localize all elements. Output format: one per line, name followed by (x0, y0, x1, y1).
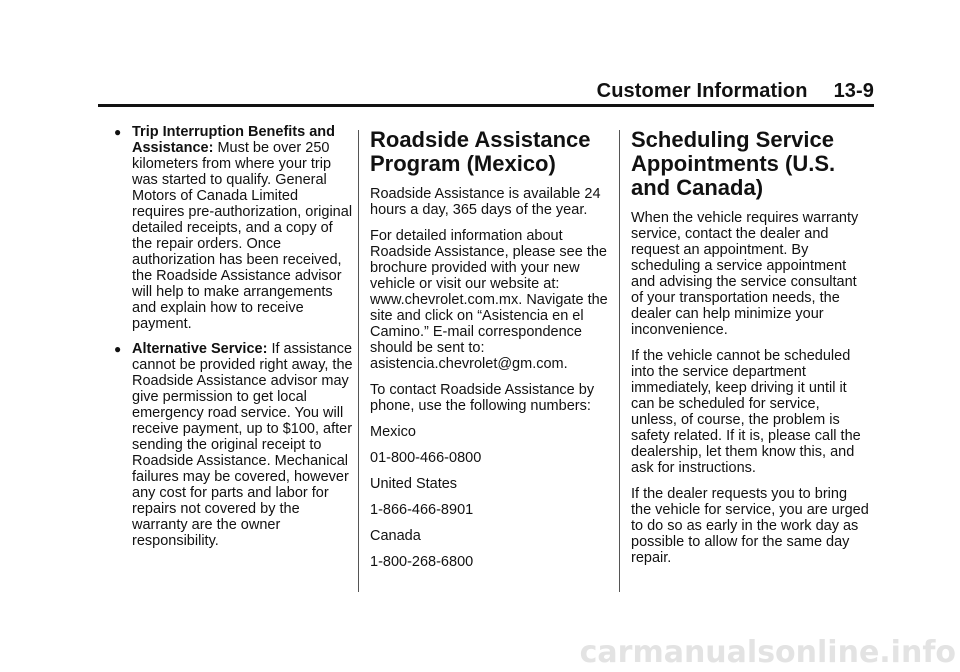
paragraph: If the dealer requests you to bring the vehicle for service, you are urged to do so as early in the work day as possible to allow for the same day repair. (631, 486, 869, 566)
country-label: Mexico (370, 424, 416, 440)
phone-number: 1-800-268-6800 (370, 554, 474, 570)
phone-number: 1-866-466-8901 (370, 502, 474, 518)
bullet-text: Must be over 250 kilometers from where your trip was started to qualify. General Motors of Canada Limited requires pre-authorization, original detailed receipts, and a copy of the repair orders. Once authorization has been received, the Roadside Assistance advisor will help to make arrangements and explain how to receive payment. (132, 140, 353, 332)
section-heading: Scheduling Service Appointments (U.S. and Canada) (631, 127, 836, 200)
column-left (110, 124, 354, 558)
bullet-label: Alternative Service: (132, 341, 268, 357)
bullet-label: Trip Interruption Benefits and Assistance: (132, 124, 336, 156)
paragraph: If the vehicle cannot be scheduled into the service department immediately, keep driving it until it can be scheduled for service, unless, of course, the problem is safety related. If it is, please call the dealership, let them know this, and ask for instructions. (631, 348, 861, 476)
column-divider-1 (358, 130, 359, 592)
section-title: Customer Information (596, 80, 808, 102)
bullet-icon: ● (114, 342, 122, 356)
page-number: 13-9 (833, 80, 874, 102)
column-middle (370, 124, 610, 580)
page-header (597, 80, 874, 103)
bullet-text: If assistance cannot be provided right away, the Roadside Assistance advisor may give permission to get local emergency road service. You will receive payment, up to $100, after sending the original receipt to Roadside Assistance. Mechanical failures may be covered, however any cost for parts and labor for repairs not covered by the warranty are the owner responsibility. (132, 341, 353, 549)
header-rule (98, 104, 874, 107)
section-heading: Roadside Assistance Program (Mexico) (370, 127, 591, 176)
paragraph: For detailed information about Roadside Assistance, please see the brochure provided with your new vehicle or visit our website at: www.chevrolet.com.mx. Navigate the site and click on “Asistencia en el Camino.” E-mail correspondence should be sent to: asistencia.chevrolet@gm.com. (370, 228, 608, 372)
bullet-item (110, 341, 354, 549)
paragraph: To contact Roadside Assistance by phone, use the following numbers: (370, 382, 595, 414)
column-divider-2 (619, 130, 620, 592)
phone-number: 01-800-466-0800 (370, 450, 482, 466)
paragraph: When the vehicle requires warranty service, contact the dealer and request an appointment. By scheduling a service appointment and advising the service consultant of your transportation needs, the dealer can help minimize your inconvenience. (631, 210, 859, 338)
bullet-icon: ● (114, 125, 122, 139)
country-label: Canada (370, 528, 421, 544)
bullet-item (110, 124, 354, 332)
country-label: United States (370, 476, 458, 492)
watermark: carmanualsonline.info (579, 635, 956, 670)
column-right (631, 124, 869, 576)
paragraph: Roadside Assistance is available 24 hours a day, 365 days of the year. (370, 186, 601, 218)
